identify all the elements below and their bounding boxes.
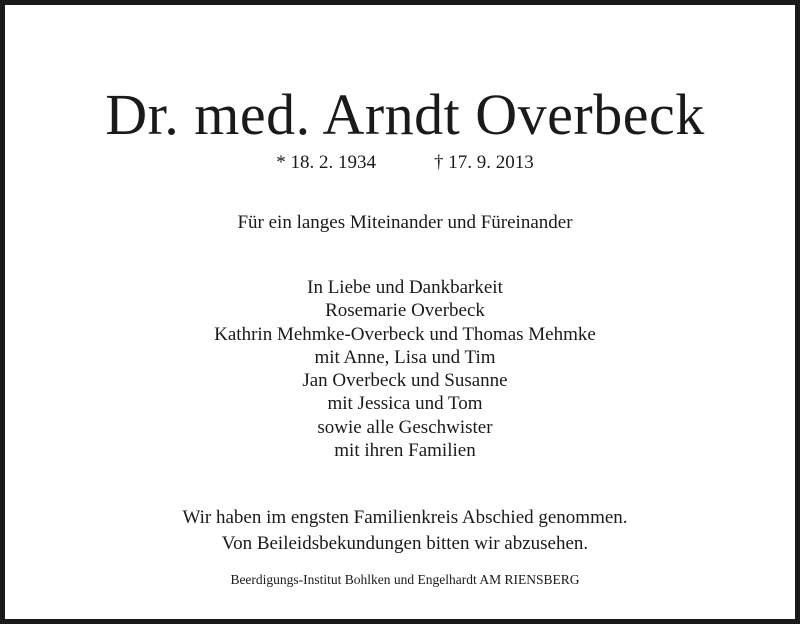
mourner-line: sowie alle Geschwister bbox=[317, 416, 493, 438]
funeral-notice bbox=[5, 505, 800, 557]
mourner-line: mit Jessica und Tom bbox=[327, 393, 483, 415]
mourner-line: Rosemarie Overbeck bbox=[325, 300, 485, 322]
mourner-line: Kathrin Mehmke-Overbeck und Thomas Mehmke bbox=[214, 323, 596, 345]
mourner-line: mit Anne, Lisa und Tim bbox=[314, 346, 496, 368]
mourners-intro: In Liebe und Dankbarkeit bbox=[307, 277, 503, 298]
mourner-line: Jan Overbeck und Susanne bbox=[302, 370, 508, 392]
notice-line: Von Beileidsbekundungen bitten wir abzusehen. bbox=[221, 533, 589, 554]
death-date: † 17. 9. 2013 bbox=[434, 152, 534, 173]
motto: Für ein langes Miteinander und Füreinander bbox=[237, 212, 573, 233]
life-dates bbox=[5, 151, 800, 175]
mourner-line: mit ihren Familien bbox=[334, 440, 476, 462]
mourners-list bbox=[5, 276, 800, 462]
birth-date: * 18. 2. 1934 bbox=[276, 152, 376, 173]
notice-line: Wir haben im engsten Familienkreis Abschied genommen. bbox=[182, 507, 628, 528]
deceased-name: Dr. med. Arndt Overbeck bbox=[105, 82, 705, 147]
undertaker-credit: Beerdigungs-Institut Bohlken und Engelhardt AM RIENSBERG bbox=[230, 572, 580, 587]
